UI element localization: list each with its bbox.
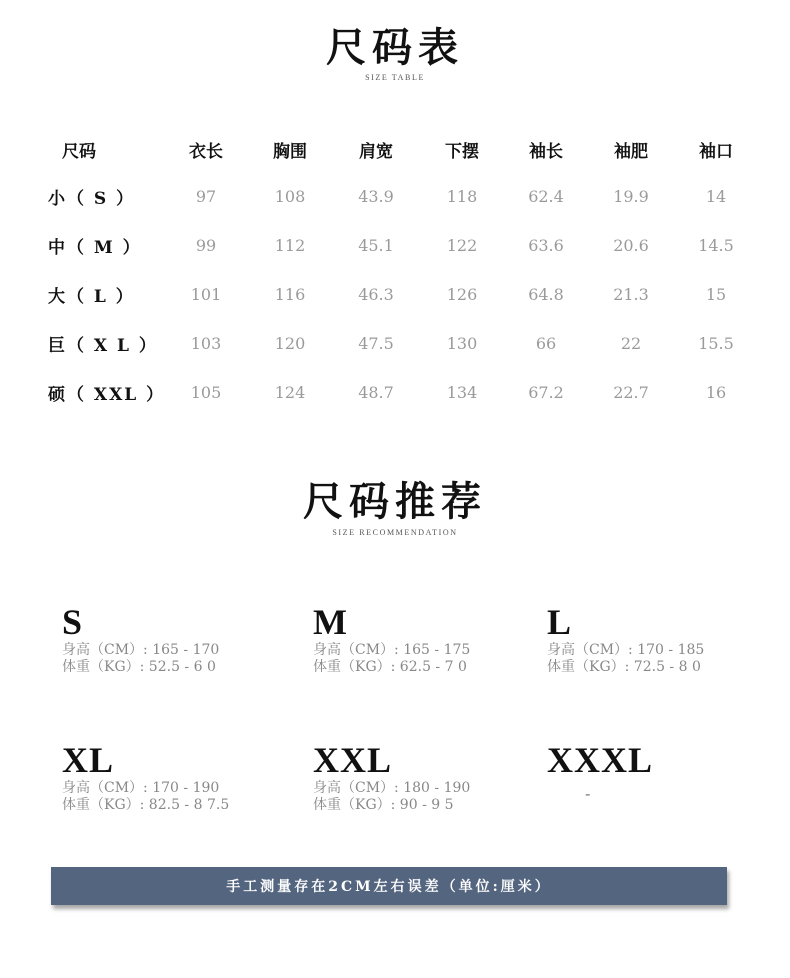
- table-cell: 45.1: [358, 236, 394, 255]
- recommendation-item-xxxl: [547, 740, 787, 803]
- table-cell: 15: [705, 285, 727, 304]
- table-cell: 15.5: [698, 334, 734, 353]
- table-cell: 126: [446, 285, 478, 304]
- measurement-note-banner: [51, 867, 727, 905]
- table-cell: 130: [446, 334, 478, 353]
- table-cell: 63.6: [528, 236, 564, 255]
- recommendation-weight: 体重（KG）: 62.5 - 7 0: [313, 659, 467, 675]
- header-size: 尺码: [62, 141, 96, 162]
- recommendation-dash: -: [585, 784, 591, 803]
- table-cell: 64.8: [528, 285, 564, 304]
- table-cell: 116: [274, 285, 306, 304]
- recommendation-title: 尺码推荐: [303, 478, 487, 525]
- table-cell: 124: [274, 383, 306, 402]
- table-cell: 19.9: [613, 187, 649, 206]
- size-label: 硕（ XXL ）: [48, 385, 166, 405]
- table-row: [38, 368, 758, 417]
- size-label: 中（ M ）: [48, 238, 142, 258]
- size-label: 小（ S ）: [48, 189, 136, 209]
- size-label: 巨（ X L ）: [48, 336, 158, 356]
- table-cell: 103: [190, 334, 222, 353]
- table-cell: 67.2: [528, 383, 564, 402]
- size-table-subtitle: SIZE TABLE: [365, 73, 425, 82]
- table-cell: 22.7: [613, 383, 649, 402]
- header-cuff: 袖口: [699, 141, 733, 162]
- header-length: 衣长: [189, 141, 223, 162]
- recommendation-size: S: [62, 602, 84, 642]
- table-row: [38, 270, 758, 319]
- table-cell: 43.9: [358, 187, 394, 206]
- recommendation-item-l: [547, 602, 787, 676]
- header-sleeve-width: 袖肥: [614, 141, 648, 162]
- size-table: [38, 126, 758, 417]
- recommendation-weight: 体重（KG）: 90 - 9 5: [313, 797, 454, 813]
- table-row: [38, 319, 758, 368]
- recommendation-height: 身高（CM）: 165 - 170: [62, 642, 220, 658]
- header-chest: 胸围: [273, 141, 307, 162]
- table-cell: 108: [274, 187, 306, 206]
- recommendation-height: 身高（CM）: 170 - 190: [62, 780, 220, 796]
- recommendation-height: 身高（CM）: 170 - 185: [547, 642, 705, 658]
- recommendation-item-xxl: [313, 740, 553, 814]
- table-cell: 48.7: [358, 383, 394, 402]
- table-header-row: [38, 126, 758, 172]
- table-cell: 46.3: [358, 285, 394, 304]
- recommendation-weight: 体重（KG）: 82.5 - 8 7.5: [62, 797, 230, 813]
- table-cell: 134: [446, 383, 478, 402]
- table-cell: 122: [446, 236, 478, 255]
- recommendation-height: 身高（CM）: 165 - 175: [313, 642, 471, 658]
- table-cell: 118: [446, 187, 478, 206]
- recommendation-item-s: [62, 602, 302, 676]
- recommendation-size: M: [313, 602, 348, 642]
- recommendation-weight: 体重（KG）: 72.5 - 8 0: [547, 659, 701, 675]
- table-row: [38, 172, 758, 221]
- table-cell: 112: [274, 236, 306, 255]
- header-hem: 下摆: [445, 141, 479, 162]
- header-shoulder: 肩宽: [359, 141, 393, 162]
- table-cell: 16: [705, 383, 727, 402]
- recommendation-item-xl: [62, 740, 302, 814]
- table-cell: 120: [274, 334, 306, 353]
- recommendation-item-m: [313, 602, 553, 676]
- table-cell: 97: [195, 187, 217, 206]
- table-cell: 101: [190, 285, 222, 304]
- size-table-title: 尺码表: [326, 24, 464, 71]
- table-cell: 62.4: [528, 187, 564, 206]
- recommendation-height: 身高（CM）: 180 - 190: [313, 780, 471, 796]
- header-sleeve-length: 袖长: [529, 141, 563, 162]
- recommendation-size: L: [547, 602, 573, 642]
- table-cell: 21.3: [613, 285, 649, 304]
- size-label: 大（ L ）: [48, 287, 135, 307]
- table-cell: 14.5: [698, 236, 734, 255]
- table-cell: 14: [705, 187, 727, 206]
- table-cell: 47.5: [358, 334, 394, 353]
- table-row: [38, 221, 758, 270]
- table-cell: 105: [190, 383, 222, 402]
- table-cell: 66: [535, 334, 557, 353]
- table-cell: 20.6: [613, 236, 649, 255]
- measurement-note-text: 手工测量存在2CM左右误差（单位:厘米）: [226, 879, 552, 895]
- recommendation-subtitle: SIZE RECOMMENDATION: [332, 528, 458, 537]
- table-cell: 22: [620, 334, 642, 353]
- recommendation-size: XXL: [313, 740, 393, 780]
- recommendation-weight: 体重（KG）: 52.5 - 6 0: [62, 659, 216, 675]
- table-cell: 99: [195, 236, 217, 255]
- recommendation-size: XXXL: [547, 740, 654, 780]
- recommendation-size: XL: [62, 740, 115, 780]
